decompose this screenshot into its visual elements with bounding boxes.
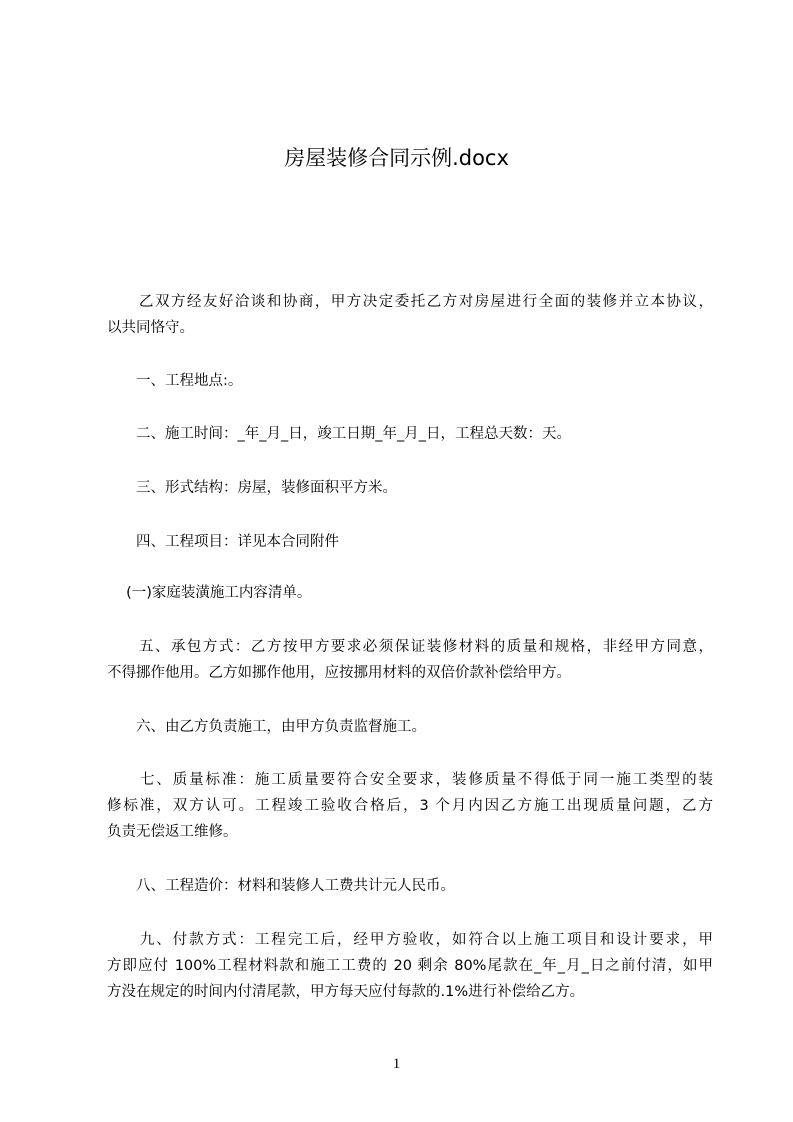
paragraph-line: 修标准，双方认可。工程竣工验收合格后，3 个月内因乙方施工出现质量问题，乙方 bbox=[107, 798, 713, 814]
paragraph-line: 负责无偿返工维修。 bbox=[107, 824, 238, 840]
paragraph bbox=[107, 714, 713, 740]
paragraph bbox=[107, 927, 713, 1005]
paragraph-line: (一)家庭装潢施工内容清单。 bbox=[107, 585, 312, 601]
paragraph-line: 乙双方经友好洽谈和协商，甲方决定委托乙方对房屋进行全面的装修并立本协议， bbox=[107, 294, 713, 310]
paragraph-line: 以共同恪守。 bbox=[107, 320, 194, 336]
paragraph bbox=[107, 580, 713, 606]
paragraph-line: 方即应付 100%工程材料款和施工工费的 20 剩余 80%尾款在_年_月_日之前付清，如甲 bbox=[107, 958, 713, 974]
paragraph bbox=[107, 475, 713, 501]
paragraph bbox=[107, 529, 713, 555]
paragraph-line: 五、承包方式：乙方按甲方要求必须保证装修材料的质量和规格，非经甲方同意， bbox=[107, 639, 713, 655]
paragraph-line: 四、工程项目：详见本合同附件 bbox=[107, 534, 339, 550]
paragraph-line: 三、形式结构：房屋，装修面积平方米。 bbox=[107, 480, 397, 496]
paragraph-line: 二、施工时间：_年_月_日，竣工日期_年_月_日，工程总天数：天。 bbox=[107, 426, 571, 442]
paragraph bbox=[107, 368, 713, 394]
paragraph-line: 八、工程造价：材料和装修人工费共计元人民币。 bbox=[107, 878, 455, 894]
paragraph bbox=[107, 289, 713, 341]
paragraph-line: 方没在规定的时间内付清尾款，甲方每天应付每款的.1%进行补偿给乙方。 bbox=[107, 984, 585, 1000]
paragraph-line: 不得挪作他用。乙方如挪作他用，应按挪用材料的双倍价款补偿给甲方。 bbox=[107, 665, 571, 681]
paragraph bbox=[107, 873, 713, 899]
paragraph-line: 一、工程地点:。 bbox=[107, 373, 243, 389]
paragraph-line: 七、质量标准：施工质量要符合安全要求，装修质量不得低于同一施工类型的装 bbox=[107, 772, 713, 788]
paragraph-line: 六、由乙方负责施工，由甲方负责监督施工。 bbox=[107, 719, 426, 735]
paragraph bbox=[107, 634, 713, 686]
paragraph bbox=[107, 421, 713, 447]
page-number: 1 bbox=[392, 1056, 401, 1072]
paragraph-line: 九、付款方式：工程完工后，经甲方验收，如符合以上施工项目和设计要求，甲 bbox=[107, 932, 713, 948]
document-title: 房屋装修合同示例.docx bbox=[284, 146, 509, 170]
paragraph bbox=[107, 767, 713, 845]
